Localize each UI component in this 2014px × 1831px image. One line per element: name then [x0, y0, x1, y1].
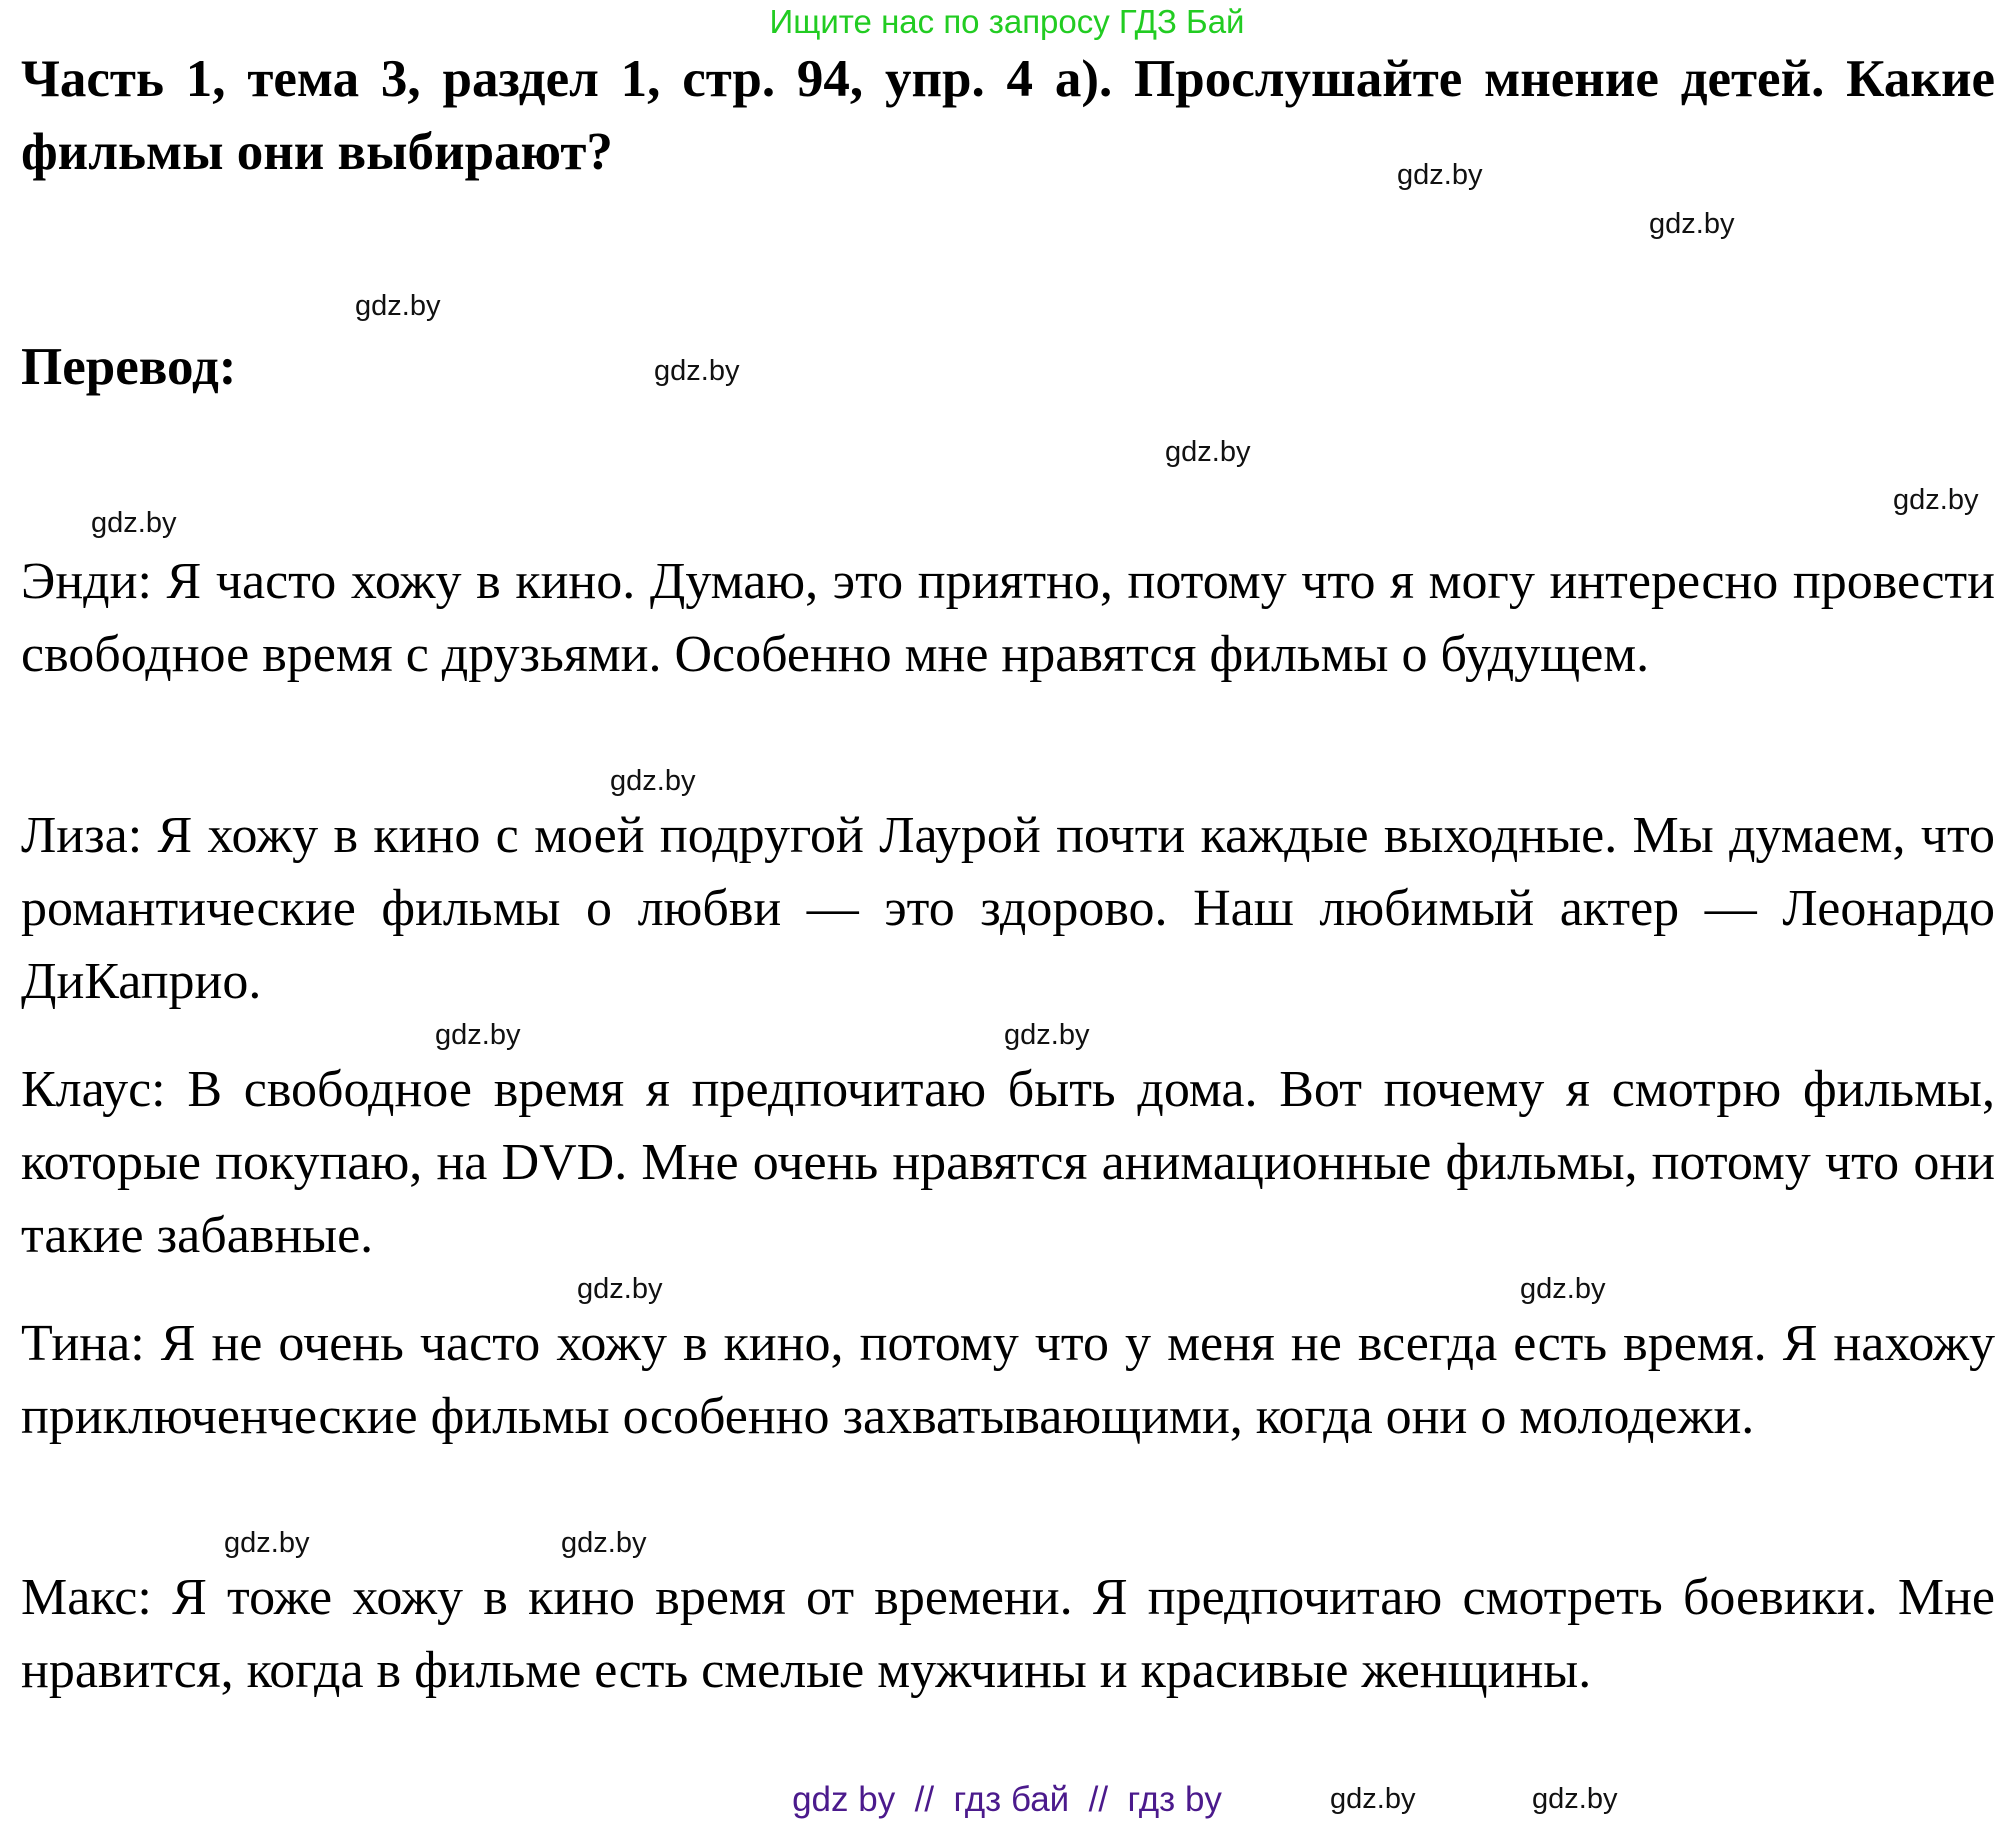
- watermark: gdz.by: [577, 1273, 663, 1305]
- watermark: gdz.by: [224, 1527, 310, 1559]
- watermark: gdz.by: [1532, 1783, 1618, 1815]
- paragraph-max: Макс: Я тоже хожу в кино время от времени. Я предпочитаю смотреть боевики. Мне нравится, когда в фильме есть смелые мужчины и красивые женщины.: [21, 1569, 1995, 1699]
- promo-banner: Ищите нас по запросу ГДЗ Бай: [769, 3, 1245, 40]
- watermark: gdz.by: [1520, 1273, 1606, 1305]
- watermark: gdz.by: [1397, 159, 1483, 191]
- watermark: gdz.by: [1649, 208, 1735, 240]
- translation-heading: Перевод:: [21, 338, 237, 396]
- watermark: gdz.by: [1893, 484, 1979, 516]
- watermark: gdz.by: [91, 507, 177, 539]
- paragraph-klaus: Клаус: В свободное время я предпочитаю быть дома. Вот почему я смотрю фильмы, которые покупаю, на DVD. Мне очень нравятся анимационные фильмы, потому что они такие забавные.: [21, 1061, 1995, 1264]
- paragraph-lisa: Лиза: Я хожу в кино с моей подругой Лаурой почти каждые выходные. Мы думаем, что романтические фильмы о любви — это здорово. Наш любимый актер — Леонардо ДиКаприо.: [21, 807, 1995, 1010]
- exercise-title: Часть 1, тема 3, раздел 1, стр. 94, упр. 4 а). Прослушайте мнение детей. Какие фильмы они выбирают?: [21, 50, 1995, 181]
- watermark: gdz.by: [1330, 1783, 1416, 1815]
- watermark: gdz.by: [654, 355, 740, 387]
- paragraph-tina: Тина: Я не очень часто хожу в кино, потому что у меня не всегда есть время. Я нахожу приключенческие фильмы особенно захватывающими, когда они о молодежи.: [21, 1315, 1995, 1445]
- watermark: gdz.by: [1004, 1019, 1090, 1051]
- watermark: gdz.by: [610, 765, 696, 797]
- footer-links: gdz by // гдз бай // гдз by: [792, 1780, 1222, 1819]
- watermark: gdz.by: [355, 290, 441, 322]
- watermark: gdz.by: [561, 1527, 647, 1559]
- watermark: gdz.by: [1165, 436, 1251, 468]
- paragraph-andy: Энди: Я часто хожу в кино. Думаю, это приятно, потому что я могу интересно провести свободное время с друзьями. Особенно мне нравятся фильмы о будущем.: [21, 553, 1995, 683]
- watermark: gdz.by: [435, 1019, 521, 1051]
